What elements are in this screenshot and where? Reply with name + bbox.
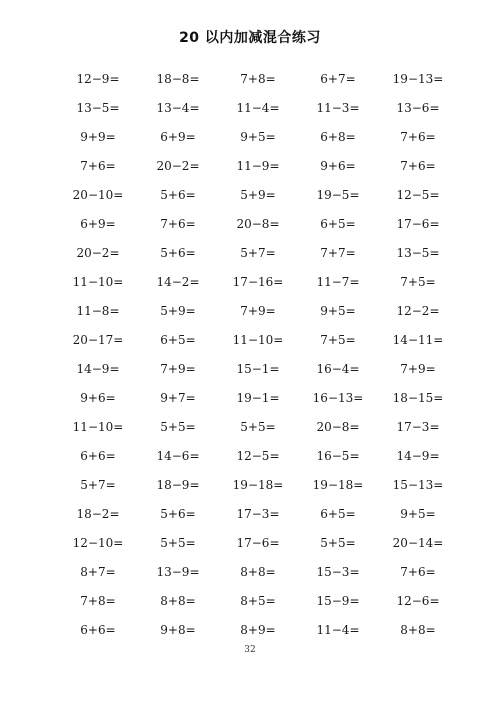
math-problem: 20−17= [72, 332, 124, 347]
math-problem: 20−2= [156, 158, 200, 173]
math-problem: 9+9= [80, 129, 116, 144]
math-problem: 20−10= [72, 187, 124, 202]
math-problem: 6+6= [80, 448, 116, 463]
math-problem: 9+6= [80, 390, 116, 405]
math-problem: 14−6= [156, 448, 200, 463]
math-problem: 6+5= [320, 216, 356, 231]
math-problem: 20−2= [76, 245, 120, 260]
math-problem: 14−9= [76, 361, 120, 376]
math-problem: 19−18= [232, 477, 284, 492]
math-problem: 14−11= [392, 332, 444, 347]
math-problem: 12−6= [396, 593, 440, 608]
math-problem: 14−9= [396, 448, 440, 463]
math-problem: 17−3= [236, 506, 280, 521]
math-problem: 7+6= [400, 564, 436, 579]
math-problem: 18−2= [76, 506, 120, 521]
page-title: 20 以内加减混合练习 [179, 30, 321, 46]
math-problem: 7+8= [240, 71, 276, 86]
math-problem: 7+9= [240, 303, 276, 318]
math-problem: 7+5= [400, 274, 436, 289]
math-problem: 9+7= [160, 390, 196, 405]
math-problem: 18−8= [156, 71, 200, 86]
math-problem: 9+8= [160, 622, 196, 637]
problem-row [58, 470, 458, 499]
math-problem: 12−2= [396, 303, 440, 318]
math-problem: 16−13= [312, 390, 364, 405]
math-problem: 5+5= [240, 419, 276, 434]
math-problem: 11−7= [316, 274, 360, 289]
math-problem: 8+8= [400, 622, 436, 637]
math-problem: 19−5= [316, 187, 360, 202]
math-problem: 5+5= [160, 419, 196, 434]
math-problem: 12−10= [72, 535, 124, 550]
math-problem: 17−6= [236, 535, 280, 550]
problem-row [58, 64, 458, 93]
math-problem: 13−4= [156, 100, 200, 115]
math-problem: 13−6= [396, 100, 440, 115]
math-problem: 6+5= [160, 332, 196, 347]
math-problem: 11−10= [232, 332, 284, 347]
problem-row [58, 209, 458, 238]
math-problem: 7+8= [80, 593, 116, 608]
math-problem: 13−9= [156, 564, 200, 579]
math-problem: 7+9= [160, 361, 196, 376]
problem-row [58, 412, 458, 441]
math-problem: 11−10= [72, 274, 124, 289]
math-problem: 7+6= [80, 158, 116, 173]
math-problem: 11−4= [236, 100, 280, 115]
math-problem: 7+5= [320, 332, 356, 347]
math-problem: 17−6= [396, 216, 440, 231]
math-problem: 6+5= [320, 506, 356, 521]
math-problem: 6+6= [80, 622, 116, 637]
problem-row [58, 586, 458, 615]
math-problem: 11−10= [72, 419, 124, 434]
problem-row [58, 122, 458, 151]
page-number: 32 [244, 645, 256, 655]
math-problem: 5+9= [240, 187, 276, 202]
math-problem: 8+9= [240, 622, 276, 637]
math-problem: 11−4= [316, 622, 360, 637]
math-problem: 20−14= [392, 535, 444, 550]
math-problem: 7+9= [400, 361, 436, 376]
problem-row [58, 557, 458, 586]
math-problem: 5+7= [80, 477, 116, 492]
math-problem: 7+6= [160, 216, 196, 231]
math-problem: 5+6= [160, 187, 196, 202]
problem-row [58, 180, 458, 209]
math-problem: 13−5= [396, 245, 440, 260]
math-problem: 20−8= [316, 419, 360, 434]
math-problem: 9+5= [320, 303, 356, 318]
math-problem: 5+6= [160, 245, 196, 260]
math-problem: 11−8= [76, 303, 120, 318]
math-problem: 13−5= [76, 100, 120, 115]
math-problem: 16−4= [316, 361, 360, 376]
math-problem: 18−15= [392, 390, 444, 405]
math-problem: 5+5= [320, 535, 356, 550]
problem-row [58, 354, 458, 383]
math-problem: 18−9= [156, 477, 200, 492]
math-problem: 7+6= [400, 158, 436, 173]
math-problem: 6+9= [80, 216, 116, 231]
math-problem: 15−3= [316, 564, 360, 579]
math-problem: 12−9= [76, 71, 120, 86]
problem-row [58, 93, 458, 122]
problem-grid [58, 64, 458, 644]
math-problem: 5+5= [160, 535, 196, 550]
problem-row [58, 383, 458, 412]
math-problem: 9+5= [400, 506, 436, 521]
math-problem: 16−5= [316, 448, 360, 463]
problem-row [58, 151, 458, 180]
math-problem: 6+9= [160, 129, 196, 144]
math-problem: 15−9= [316, 593, 360, 608]
problem-row [58, 296, 458, 325]
math-problem: 14−2= [156, 274, 200, 289]
math-problem: 15−13= [392, 477, 444, 492]
math-problem: 15−1= [236, 361, 280, 376]
math-problem: 8+8= [160, 593, 196, 608]
math-problem: 20−8= [236, 216, 280, 231]
math-problem: 6+8= [320, 129, 356, 144]
math-problem: 11−3= [316, 100, 360, 115]
problem-row [58, 499, 458, 528]
math-problem: 5+9= [160, 303, 196, 318]
problem-row [58, 528, 458, 557]
math-problem: 7+6= [400, 129, 436, 144]
problem-row [58, 238, 458, 267]
math-problem: 5+6= [160, 506, 196, 521]
problem-row [58, 615, 458, 644]
math-problem: 19−13= [392, 71, 444, 86]
math-problem: 7+7= [320, 245, 356, 260]
math-problem: 19−1= [236, 390, 280, 405]
math-problem: 17−3= [396, 419, 440, 434]
math-problem: 8+8= [240, 564, 276, 579]
math-problem: 8+7= [80, 564, 116, 579]
problem-row [58, 267, 458, 296]
problem-row [58, 441, 458, 470]
math-problem: 12−5= [236, 448, 280, 463]
math-problem: 11−9= [236, 158, 280, 173]
math-problem: 5+7= [240, 245, 276, 260]
problem-row [58, 325, 458, 354]
math-problem: 17−16= [232, 274, 284, 289]
math-problem: 9+6= [320, 158, 356, 173]
math-problem: 8+5= [240, 593, 276, 608]
math-problem: 6+7= [320, 71, 356, 86]
math-problem: 12−5= [396, 187, 440, 202]
math-problem: 9+5= [240, 129, 276, 144]
math-problem: 19−18= [312, 477, 364, 492]
